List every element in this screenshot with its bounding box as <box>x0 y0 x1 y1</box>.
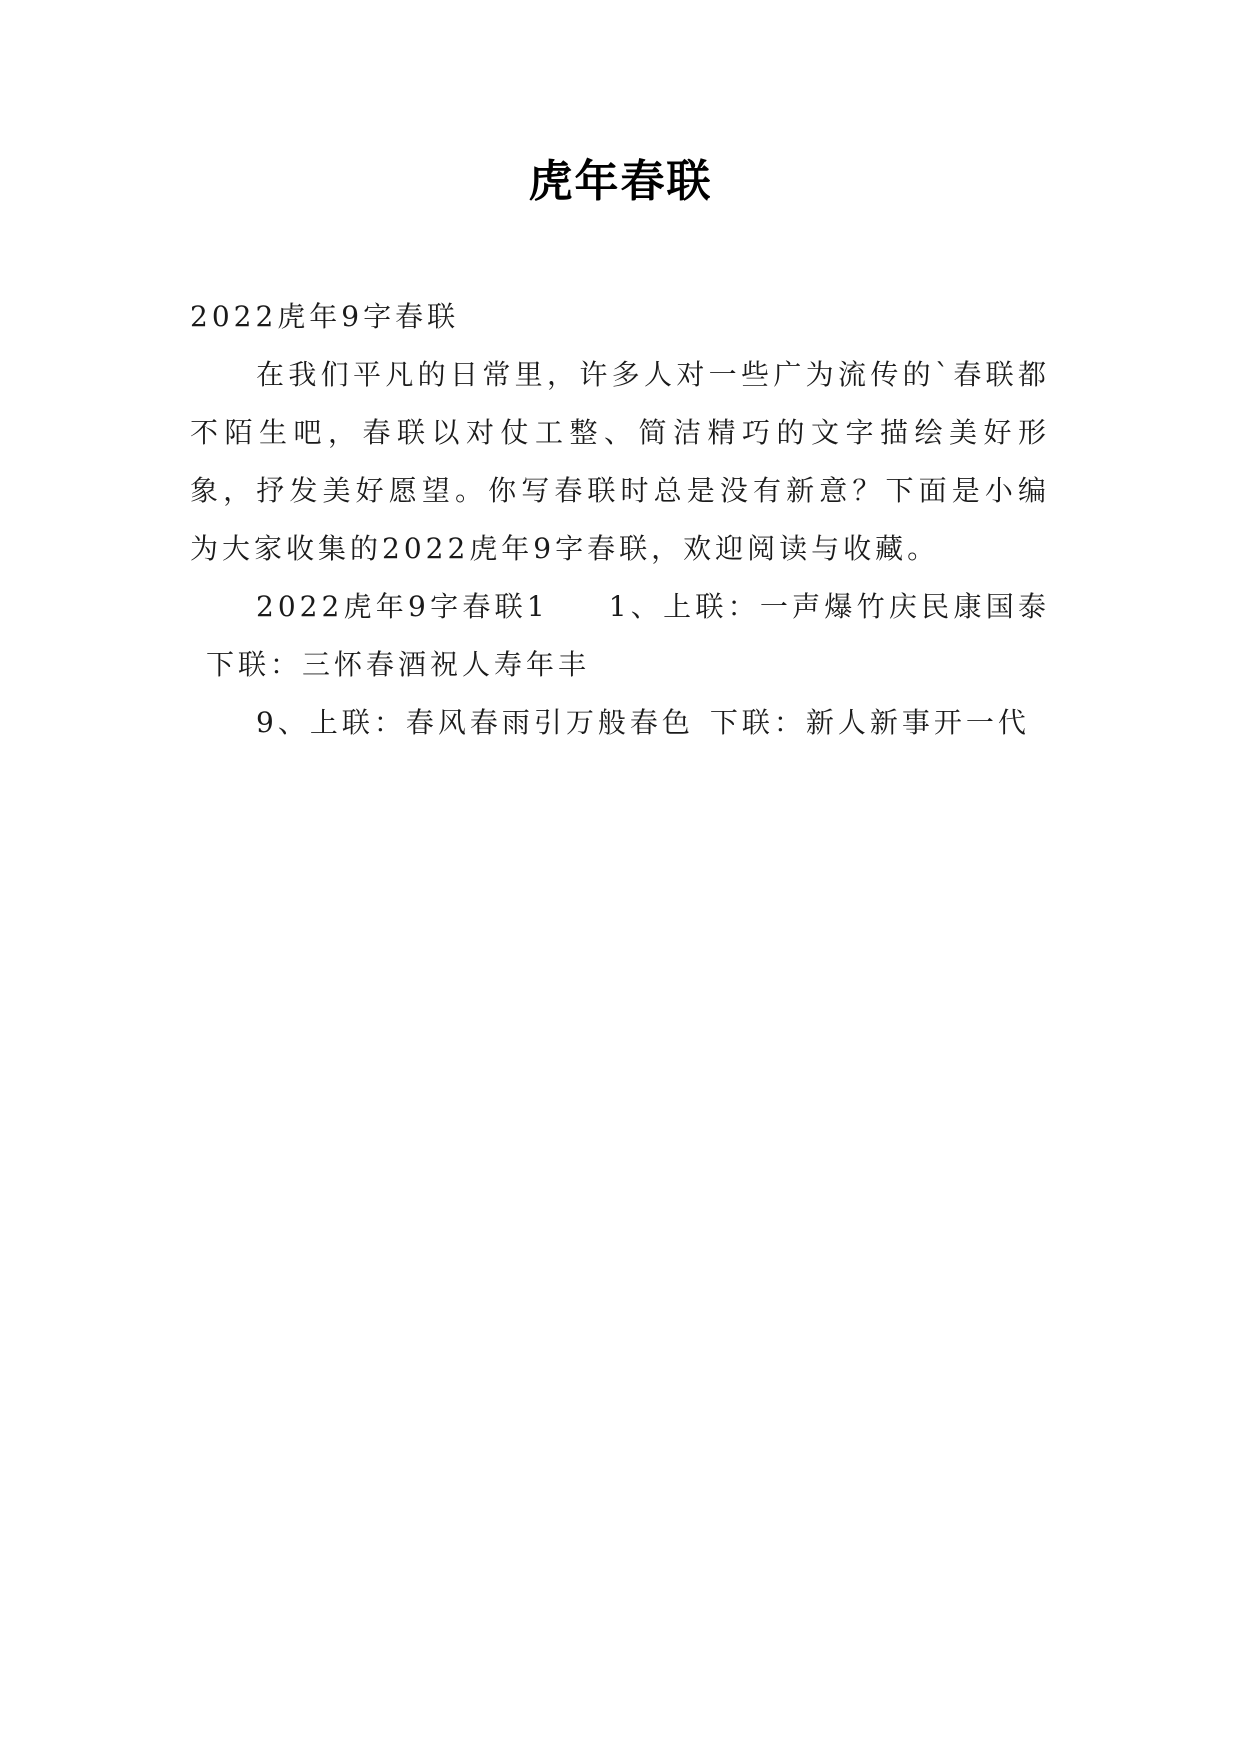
intro-paragraph: 在我们平凡的日常里，许多人对一些广为流传的`春联都不陌生吧，春联以对仗工整、简洁精巧的文字描绘美好形象，抒发美好愿望。你写春联时总是没有新意？下面是小编为大家收集的2022虎年9字春联，欢迎阅读与收藏。 <box>190 358 1050 565</box>
couplet-item-1 <box>190 578 1050 694</box>
couplet-upper: 上联：春风春雨引万般春色 <box>309 706 694 739</box>
couplet-number: 9、 <box>256 706 310 739</box>
section-heading: 2022虎年9字春联1 <box>256 590 549 623</box>
document-title: 虎年春联 <box>528 156 713 207</box>
subtitle: 2022虎年9字春联 <box>190 300 460 333</box>
couplet-lower: 下联：三怀春酒祝人寿年丰 <box>206 648 591 681</box>
couplet-lower: 下联：新人新事开一代 <box>709 706 1030 739</box>
couplet-upper: 上联：一声爆竹庆民康国泰 <box>663 590 1050 623</box>
couplet-item-9 <box>190 694 1050 752</box>
couplet-number: 1、 <box>608 590 664 623</box>
document-body <box>190 288 1050 752</box>
